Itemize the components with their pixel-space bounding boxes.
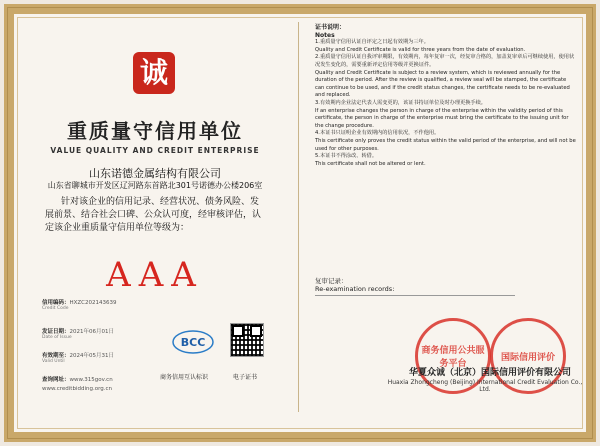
certificate-notes <box>315 24 577 168</box>
note-line: 2.重质量守信用认证自我评审期限，有效期内，每年复审一次，经复审合格的，加盖复审章后可继续使用，使用状况发生变化的，需要重新评定信用等级并更换证件。 <box>315 54 575 68</box>
field-date-of-issue: 发证日期：2021年06月01日 Date of Issue <box>42 329 115 340</box>
field-credit-code: 信用编码：HXZC202143639 Credit Code <box>42 300 117 311</box>
recheck-label-cn: 复审记录： <box>315 277 348 285</box>
certificate-title-cn: 重质量守信用单位 <box>67 119 243 143</box>
note-line: Quality and Credit Certificate is subject to a review system, which is reviewed annually for the duration of the period. After the review is qualified, a review seal will be stamped, the certificate can continue to be used, and if the credit status changes, the certificate needs to be re-evaluated and replaced. <box>315 69 570 99</box>
note-line: This certificate only proves the credit status within the valid period of the enterprise, and will not be used for other purposes. <box>315 137 576 152</box>
note-line: This certificate shall not be altered or lent. <box>315 160 426 167</box>
company-address: 山东省聊城市开发区辽河路东首路北301号诺德办公楼206室 <box>47 181 263 190</box>
recheck-label-en: Re-examination records: <box>315 285 395 293</box>
certificate-logo-icon: 诚 <box>133 52 175 94</box>
bcc-logo-text: BCC <box>180 336 206 349</box>
certificate-description: 针对该企业的信用记录、经营状况、债务风险、发展前景、结合社会口碑、公众认可度，经审核评估，认定该企业重质量守信用单位等级为： <box>45 197 262 233</box>
certificate-title-en: VALUE QUALITY AND CREDIT ENTERPRISE <box>50 146 260 155</box>
recheck-line <box>315 295 515 296</box>
field-query-url-2[interactable]: www.creditbidding.org.cn <box>42 386 112 392</box>
field-query-url[interactable]: 查询网址：www.315gov.cn <box>42 377 113 383</box>
note-line: 5.本证书不得涂改、转借。 <box>315 153 378 160</box>
qr-caption: 电子证书 <box>233 374 258 381</box>
qr-code-icon[interactable] <box>230 323 264 357</box>
center-divider <box>298 22 299 412</box>
bcc-caption: 商务信用互认标识 <box>160 374 209 381</box>
seal-1-text: 商务信用公共服务平台 <box>421 346 485 369</box>
notes-label: Notes <box>315 31 335 39</box>
company-name: 山东诺德金属结构有限公司 <box>89 167 221 180</box>
notes-heading: 证书说明： <box>315 24 346 31</box>
issuer-name-cn: 华夏众诚（北京）国际信用评价有限公司 <box>408 368 571 378</box>
note-line: 3.有效期内企业法定代表人需变更的，该证书持证单位及时办理更换手续。 <box>315 99 486 106</box>
credit-rating: AAA <box>106 255 204 295</box>
bcc-logo-icon <box>172 330 214 354</box>
issuer-name-en: Huaxia Zhongcheng (Beijing) International Credit Evaluation Co., Ltd. <box>387 379 583 393</box>
note-line: 4.本证书只证明企业有效期内的信用状况，不作他用。 <box>315 130 440 137</box>
note-line: If an enterprise changes the person in charge of the enterprise within the validity period of this certificate, the person in charge of the enterprise must bring the certificate to the issuing unit for the change procedure. <box>315 107 569 129</box>
field-valid-until: 有效期至：2024年05月31日 Valid Until <box>42 353 115 364</box>
note-line: 1.重质量守信用认证自评定之日起有效期为三年。 <box>315 39 429 46</box>
seal-2-text: 国际信用评价 <box>500 352 555 363</box>
re-examination-records <box>315 276 515 296</box>
note-line: Quality and Credit Certificate is valid for three years from the date of evaluation. <box>315 46 526 53</box>
